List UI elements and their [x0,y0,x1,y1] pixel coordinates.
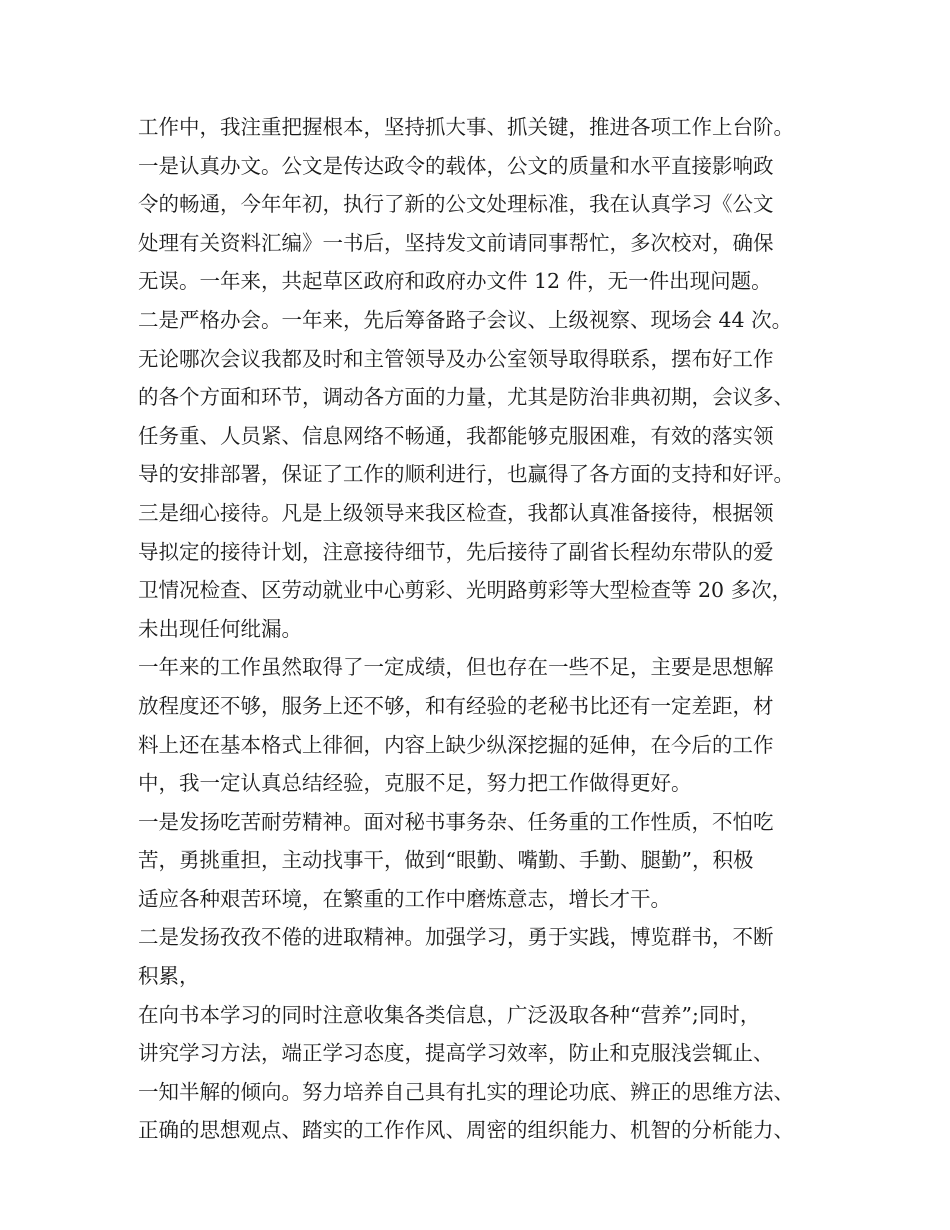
text-line: 导拟定的接待计划，注意接待细节，先后接待了副省长程幼东带队的爱 [138,539,774,564]
text-line: 一是发扬吃苦耐劳精神。面对秘书事务杂、任务重的工作性质，不怕吃 [138,809,774,834]
text-line: 导的安排部署，保证了工作的顺利进行，也赢得了各方面的支持和好评。 [138,462,794,487]
text-line: 正确的思想观点、踏实的工作作风、周密的组织能力、机智的分析能力、 [138,1118,794,1143]
text-line: 在向书本学习的同时注意收集各类信息，广泛汲取各种“营养”;同时， [138,1002,761,1027]
text-line: 料上还在基本格式上徘徊，内容上缺少纵深挖掘的延伸，在今后的工作 [138,732,774,757]
text-line: 三是细心接待。凡是上级领导来我区检查，我都认真准备接待，根据领 [138,500,774,525]
text-line: 一是认真办文。公文是传达政令的载体，公文的质量和水平直接影响政 [138,153,774,178]
text-line: 的各个方面和环节，调动各方面的力量，尤其是防治非典初期，会议多、 [138,385,794,410]
text-line: 二是发扬孜孜不倦的进取精神。加强学习，勇于实践，博览群书，不断 [138,925,774,950]
text-line: 一知半解的倾向。努力培养自己具有扎实的理论功底、辨正的思维方法、 [138,1079,794,1104]
text-line: 一年来的工作虽然取得了一定成绩，但也存在一些不足，主要是思想解 [138,655,774,680]
text-line: 适应各种艰苦环境，在繁重的工作中磨炼意志，增长才干。 [138,886,671,911]
text-line: 任务重、人员紧、信息网络不畅通，我都能够克服困难，有效的落实领 [138,423,774,448]
text-line: 无论哪次会议我都及时和主管领导及办公室领导取得联系，摆布好工作 [138,346,774,371]
text-line: 卫情况检查、区劳动就业中心剪彩、光明路剪彩等大型检查等 20 多次， [138,578,793,603]
text-line: 处理有关资料汇编》一书后，坚持发文前请同事帮忙，多次校对，确保 [138,230,774,255]
text-line: 积累， [138,964,200,989]
text-line: 放程度还不够，服务上还不够，和有经验的老秘书比还有一定差距，材 [138,693,774,718]
text-line: 中，我一定认真总结经验，克服不足，努力把工作做得更好。 [138,771,692,796]
text-line: 无误。一年来，共起草区政府和政府办文件 12 件，无一件出现问题。 [138,269,772,294]
text-line: 苦，勇挑重担，主动找事干，做到“眼勤、嘴勤、手勤、腿勤”，积极 [138,848,754,873]
text-line: 令的畅通，今年年初，执行了新的公文处理标准，我在认真学习《公文 [138,192,774,217]
text-line: 工作中，我注重把握根本，坚持抓大事、抓关键，推进各项工作上台阶。 [138,115,794,139]
text-line: 二是严格办会。一年来，先后筹备路子会议、上级视察、现场会 44 次。 [138,307,793,332]
text-line: 未出现任何纰漏。 [138,616,302,641]
document-body [138,108,828,1150]
text-line: 讲究学习方法，端正学习态度，提高学习效率，防止和克服浅尝辄止、 [138,1041,774,1066]
